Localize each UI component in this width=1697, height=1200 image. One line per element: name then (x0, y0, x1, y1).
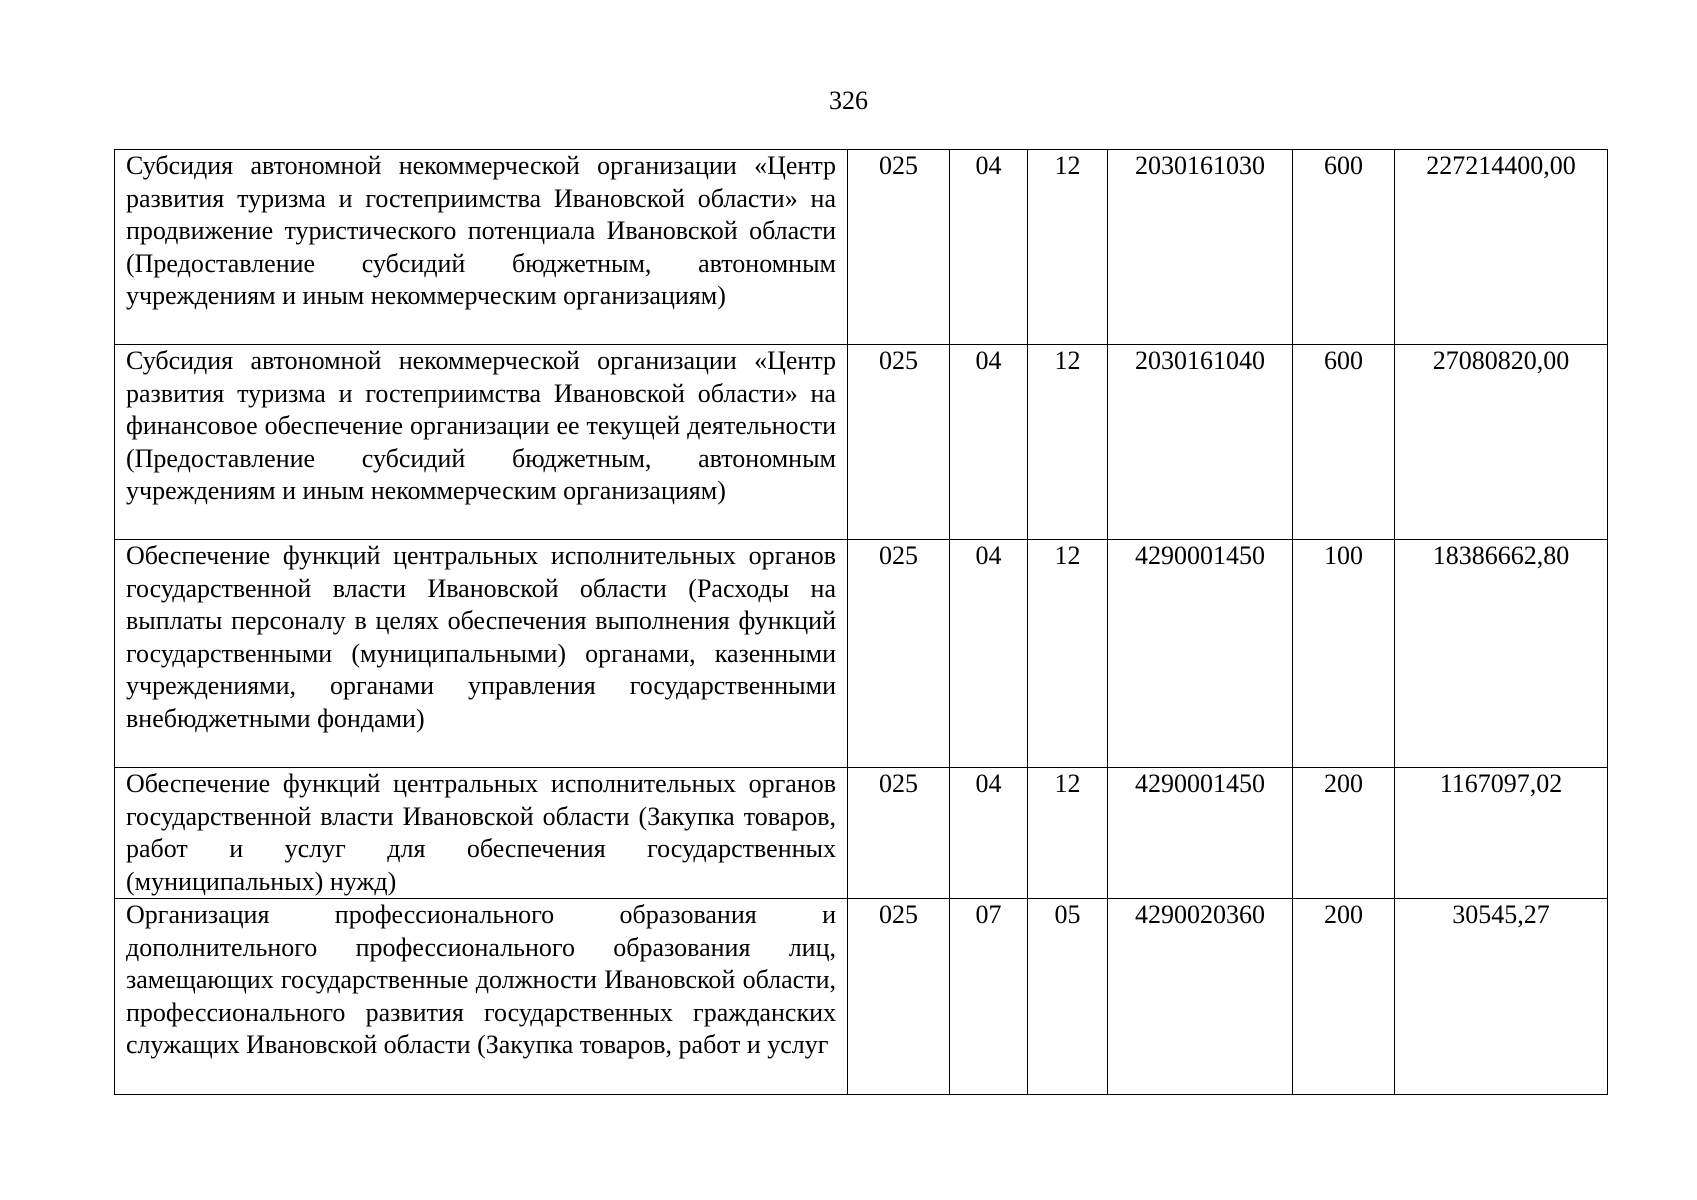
row-amount: 1167097,02 (1395, 768, 1608, 899)
table-row (115, 150, 1608, 345)
row-subsection-code: 12 (1028, 768, 1108, 899)
row-description: Субсидия автономной некоммерческой организации «Центр развития туризма и гостеприимства Ивановской области» на финансовое обеспечение организации ее текущей деятельности (Предоставление субсидий бюджетным, автономным учреждениям и иным некоммерческим организациям) (115, 345, 848, 540)
row-amount: 27080820,00 (1395, 345, 1608, 540)
row-grbs-code: 025 (848, 345, 950, 540)
row-section-code: 04 (950, 150, 1028, 345)
row-target-article-code: 4290001450 (1108, 540, 1293, 768)
row-expense-type-code: 200 (1293, 768, 1395, 899)
row-section-code: 04 (950, 768, 1028, 899)
row-subsection-code: 12 (1028, 150, 1108, 345)
row-subsection-code: 12 (1028, 345, 1108, 540)
page-number: 326 (829, 86, 868, 115)
row-subsection-code: 12 (1028, 540, 1108, 768)
budget-table (114, 149, 1608, 1095)
row-grbs-code: 025 (848, 899, 950, 1095)
row-amount: 227214400,00 (1395, 150, 1608, 345)
row-expense-type-code: 600 (1293, 345, 1395, 540)
row-section-code: 04 (950, 345, 1028, 540)
row-target-article-code: 4290001450 (1108, 768, 1293, 899)
row-target-article-code: 2030161030 (1108, 150, 1293, 345)
row-description: Организация профессионального образования и дополнительного профессионального образования лиц, замещающих государственные должности Ивановской области, профессионального развития государственных гражданских служащих Ивановской области (Закупка товаров, работ и услуг (115, 899, 848, 1095)
row-expense-type-code: 100 (1293, 540, 1395, 768)
row-expense-type-code: 200 (1293, 899, 1395, 1095)
row-subsection-code: 05 (1028, 899, 1108, 1095)
table-row (115, 540, 1608, 768)
table-row (115, 899, 1608, 1095)
row-grbs-code: 025 (848, 540, 950, 768)
row-description: Обеспечение функций центральных исполнительных органов государственной власти Ивановской области (Закупка товаров, работ и услуг для обеспечения государственных (муниципальных) нужд) (115, 768, 848, 899)
table-row (115, 345, 1608, 540)
row-grbs-code: 025 (848, 768, 950, 899)
row-section-code: 07 (950, 899, 1028, 1095)
row-target-article-code: 2030161040 (1108, 345, 1293, 540)
row-expense-type-code: 600 (1293, 150, 1395, 345)
row-grbs-code: 025 (848, 150, 950, 345)
row-amount: 18386662,80 (1395, 540, 1608, 768)
row-target-article-code: 4290020360 (1108, 899, 1293, 1095)
row-description: Обеспечение функций центральных исполнительных органов государственной власти Ивановской области (Расходы на выплаты персоналу в целях обеспечения выполнения функций государственными (муниципальными) органами, казенными учреждениями, органами управления государственными внебюджетными фондами) (115, 540, 848, 768)
row-section-code: 04 (950, 540, 1028, 768)
row-description: Субсидия автономной некоммерческой организации «Центр развития туризма и гостеприимства Ивановской области» на продвижение туристического потенциала Ивановской области (Предоставление субсидий бюджетным, автономным учреждениям и иным некоммерческим организациям) (115, 150, 848, 345)
table-row (115, 768, 1608, 899)
row-amount: 30545,27 (1395, 899, 1608, 1095)
